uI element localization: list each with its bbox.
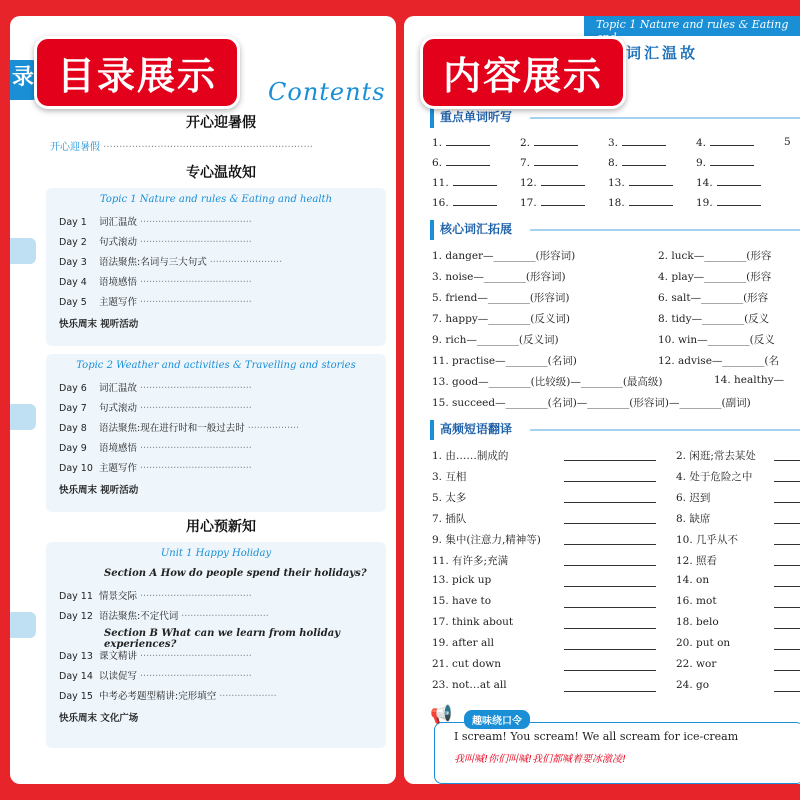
topic1-title: Topic 1 Nature and rules & Eating and health <box>99 194 333 205</box>
phrase-item[interactable]: 16. mot <box>676 595 717 607</box>
answer-line[interactable] <box>564 691 656 692</box>
section-head-preview: 用心预新知 <box>186 519 256 535</box>
answer-line[interactable] <box>564 460 656 461</box>
phrase-item[interactable]: 22. wor <box>676 658 717 670</box>
answer-line[interactable] <box>564 502 656 503</box>
toc-row[interactable]: Day 6 词汇温故 ····································· <box>59 383 252 394</box>
phrase-item[interactable]: 19. after all <box>432 637 494 649</box>
toc-row[interactable]: Day 8 语法聚焦:现在进行时和一般过去时 ················· <box>59 423 300 434</box>
section-b-title: Section B What can we learn from holiday experiences? <box>104 628 341 650</box>
toc-row[interactable]: Day 3 语法聚焦:名词与三大句式 ························ <box>59 257 283 268</box>
answer-line[interactable] <box>564 523 656 524</box>
phrase-item[interactable]: 24. go <box>676 679 710 691</box>
dictation-item[interactable]: 1. <box>432 136 490 149</box>
expansion-item[interactable]: 9. rich—________(反义词) <box>432 334 559 346</box>
dictation-item[interactable]: 5 <box>784 136 791 148</box>
toc-row[interactable]: Day 10 主题写作 ····································· <box>59 463 252 474</box>
unit1-title: Unit 1 Happy Holiday <box>160 548 272 559</box>
toc-row[interactable]: Day 11 情景交际 ····································· <box>59 591 252 602</box>
phrase-item[interactable]: 21. cut down <box>432 658 502 670</box>
phrase-item[interactable]: 9. 集中(注意力,精神等) <box>432 534 541 546</box>
dictation-item[interactable]: 7. <box>520 156 578 169</box>
section-dictation: 重点单词听写 <box>430 108 512 128</box>
expansion-item[interactable]: 12. advise—________(名 <box>658 355 780 367</box>
phrase-item[interactable]: 6. 迟到 <box>676 492 711 504</box>
answer-line[interactable] <box>564 586 656 587</box>
phrase-item[interactable]: 10. 几乎从不 <box>676 534 739 546</box>
toc-row[interactable]: Day 2 句式滚动 ····································· <box>59 237 252 248</box>
dictation-item[interactable]: 8. <box>608 156 666 169</box>
phrase-item[interactable]: 18. belo <box>676 616 719 628</box>
dictation-item[interactable]: 14. <box>696 176 761 189</box>
tongue-twister-en: I scream! You scream! We all scream for ice-cream <box>454 730 739 743</box>
answer-line[interactable] <box>774 586 800 587</box>
answer-line[interactable] <box>774 544 800 545</box>
answer-line[interactable] <box>774 502 800 503</box>
toc-row[interactable]: Day 5 主题写作 ····································· <box>59 297 252 308</box>
dictation-item[interactable]: 17. <box>520 196 585 209</box>
expansion-item[interactable]: 6. salt—________(形容 <box>658 292 769 304</box>
phrase-item[interactable]: 5. 太多 <box>432 492 467 504</box>
expansion-item[interactable]: 14. healthy— <box>714 374 785 386</box>
topic2-block <box>46 354 386 512</box>
phrase-item[interactable]: 2. 闲逛;常去某处 <box>676 450 756 462</box>
expansion-item[interactable]: 10. win—________(反义 <box>658 334 775 346</box>
toc-row[interactable]: Day 12 语法聚焦:不定代词 ····························· <box>59 611 269 622</box>
answer-line[interactable] <box>774 628 800 629</box>
phrase-item[interactable]: 11. 有许多;充满 <box>432 555 509 567</box>
expansion-item[interactable]: 2. luck—________(形容 <box>658 250 772 262</box>
expansion-item[interactable]: 3. noise—________(形容词) <box>432 271 566 283</box>
toc-row[interactable]: Day 15 中考必考题型精讲:完形填空 ··················· <box>59 691 277 702</box>
toc-weekend-row[interactable]: 快乐周末 视听活动 <box>59 485 139 496</box>
section-a-title: Section A How do people spend their holidays? <box>104 568 367 579</box>
answer-line[interactable] <box>564 481 656 482</box>
dictation-item[interactable]: 2. <box>520 136 578 149</box>
toc-row[interactable]: Day 9 语境感悟 ····································· <box>59 443 252 454</box>
toc-page <box>10 16 396 784</box>
toc-row[interactable]: Day 13 课文精讲 ····································· <box>59 651 252 662</box>
dictation-item[interactable]: 9. <box>696 156 754 169</box>
dictation-item[interactable]: 13. <box>608 176 673 189</box>
unit1-block <box>46 542 386 748</box>
phrase-item[interactable]: 15. have to <box>432 595 492 607</box>
answer-line[interactable] <box>564 565 656 566</box>
contents-heading: Contents <box>268 78 386 106</box>
answer-line[interactable] <box>564 544 656 545</box>
expansion-item[interactable]: 7. happy—________(反义词) <box>432 313 570 325</box>
dictation-item[interactable]: 16. <box>432 196 497 209</box>
topic1-block <box>46 188 386 346</box>
dictation-item[interactable]: 12. <box>520 176 585 189</box>
answer-line[interactable] <box>564 607 656 608</box>
phrase-item[interactable]: 4. 处于危险之中 <box>676 471 753 483</box>
answer-line[interactable] <box>774 670 800 671</box>
answer-line[interactable] <box>564 670 656 671</box>
answer-line[interactable] <box>774 607 800 608</box>
toc-item-summer: 开心迎暑假 ·································································· <box>50 142 313 153</box>
answer-line[interactable] <box>774 691 800 692</box>
phrase-item[interactable]: 14. on <box>676 574 710 586</box>
phrase-item[interactable]: 1. 由……制成的 <box>432 450 509 462</box>
section-head-review: 专心温故知 <box>186 165 256 181</box>
phrase-item[interactable]: 17. think about <box>432 616 514 628</box>
corner-tab: 录 <box>10 60 38 100</box>
section-head-summer: 开心迎暑假 <box>186 115 256 131</box>
expansion-item[interactable]: 13. good—________(比较级)—________(最高级) <box>432 376 663 388</box>
answer-line[interactable] <box>774 523 800 524</box>
phrase-item[interactable]: 13. pick up <box>432 574 492 586</box>
answer-line[interactable] <box>774 460 800 461</box>
phrase-item[interactable]: 20. put on <box>676 637 731 649</box>
content-badge: 内容展示 <box>420 36 626 109</box>
expansion-item[interactable]: 5. friend—________(形容词) <box>432 292 570 304</box>
dictation-item[interactable]: 3. <box>608 136 666 149</box>
expansion-item[interactable]: 11. practise—________(名词) <box>432 355 577 367</box>
answer-line[interactable] <box>564 628 656 629</box>
phrase-item[interactable]: 12. 照看 <box>676 555 718 567</box>
section-phrases: 高频短语翻译 <box>430 420 512 440</box>
toc-badge: 目录展示 <box>34 36 240 109</box>
page-title: 词汇温故 <box>626 44 699 62</box>
answer-line[interactable] <box>774 481 800 482</box>
expansion-item[interactable]: 4. play—________(形容 <box>658 271 772 283</box>
phrase-item[interactable]: 23. not…at all <box>432 679 507 691</box>
toc-row[interactable]: Day 14 以读促写 ····································· <box>59 671 252 682</box>
chevron-right-icon <box>10 612 36 638</box>
topic2-title: Topic 2 Weather and activities & Travelling and stories <box>76 360 356 371</box>
toc-weekend-row[interactable]: 快乐周末 视听活动 <box>59 319 139 330</box>
section-expansion: 核心词汇拓展 <box>430 220 512 240</box>
tongue-twister-label: 趣味绕口令 <box>464 710 530 729</box>
answer-line[interactable] <box>774 649 800 650</box>
toc-row[interactable]: Day 1 词汇温故 ····································· <box>59 217 252 228</box>
topic-header: Topic 1 Nature and rules & Eating <box>584 16 800 36</box>
chevron-right-icon <box>10 238 36 264</box>
expansion-item[interactable]: 15. succeed—________(名词)—________(形容词)—________(副词) <box>432 397 751 409</box>
answer-line[interactable] <box>774 565 800 566</box>
dictation-item[interactable]: 19. <box>696 196 761 209</box>
phrase-item[interactable]: 8. 缺席 <box>676 513 711 525</box>
megaphone-icon: 📢 <box>430 704 453 725</box>
phrase-item[interactable]: 3. 互相 <box>432 471 467 483</box>
phrase-item[interactable]: 7. 插队 <box>432 513 467 525</box>
dictation-item[interactable]: 4. <box>696 136 754 149</box>
toc-weekend-row[interactable]: 快乐周末 文化广场 <box>59 713 139 724</box>
expansion-item[interactable]: 8. tidy—________(反义 <box>658 313 770 325</box>
tongue-twister-zh: 我叫喊!你们叫喊!我们都喊着要冰激凌! <box>454 754 627 765</box>
chevron-right-icon <box>10 404 36 430</box>
answer-line[interactable] <box>564 649 656 650</box>
content-page <box>404 16 800 784</box>
expansion-item[interactable]: 1. danger—________(形容词) <box>432 250 576 262</box>
dictation-item[interactable]: 18. <box>608 196 673 209</box>
dictation-item[interactable]: 6. <box>432 156 490 169</box>
toc-row[interactable]: Day 4 语境感悟 ····································· <box>59 277 252 288</box>
dictation-item[interactable]: 11. <box>432 176 497 189</box>
toc-row[interactable]: Day 7 句式滚动 ····································· <box>59 403 252 414</box>
